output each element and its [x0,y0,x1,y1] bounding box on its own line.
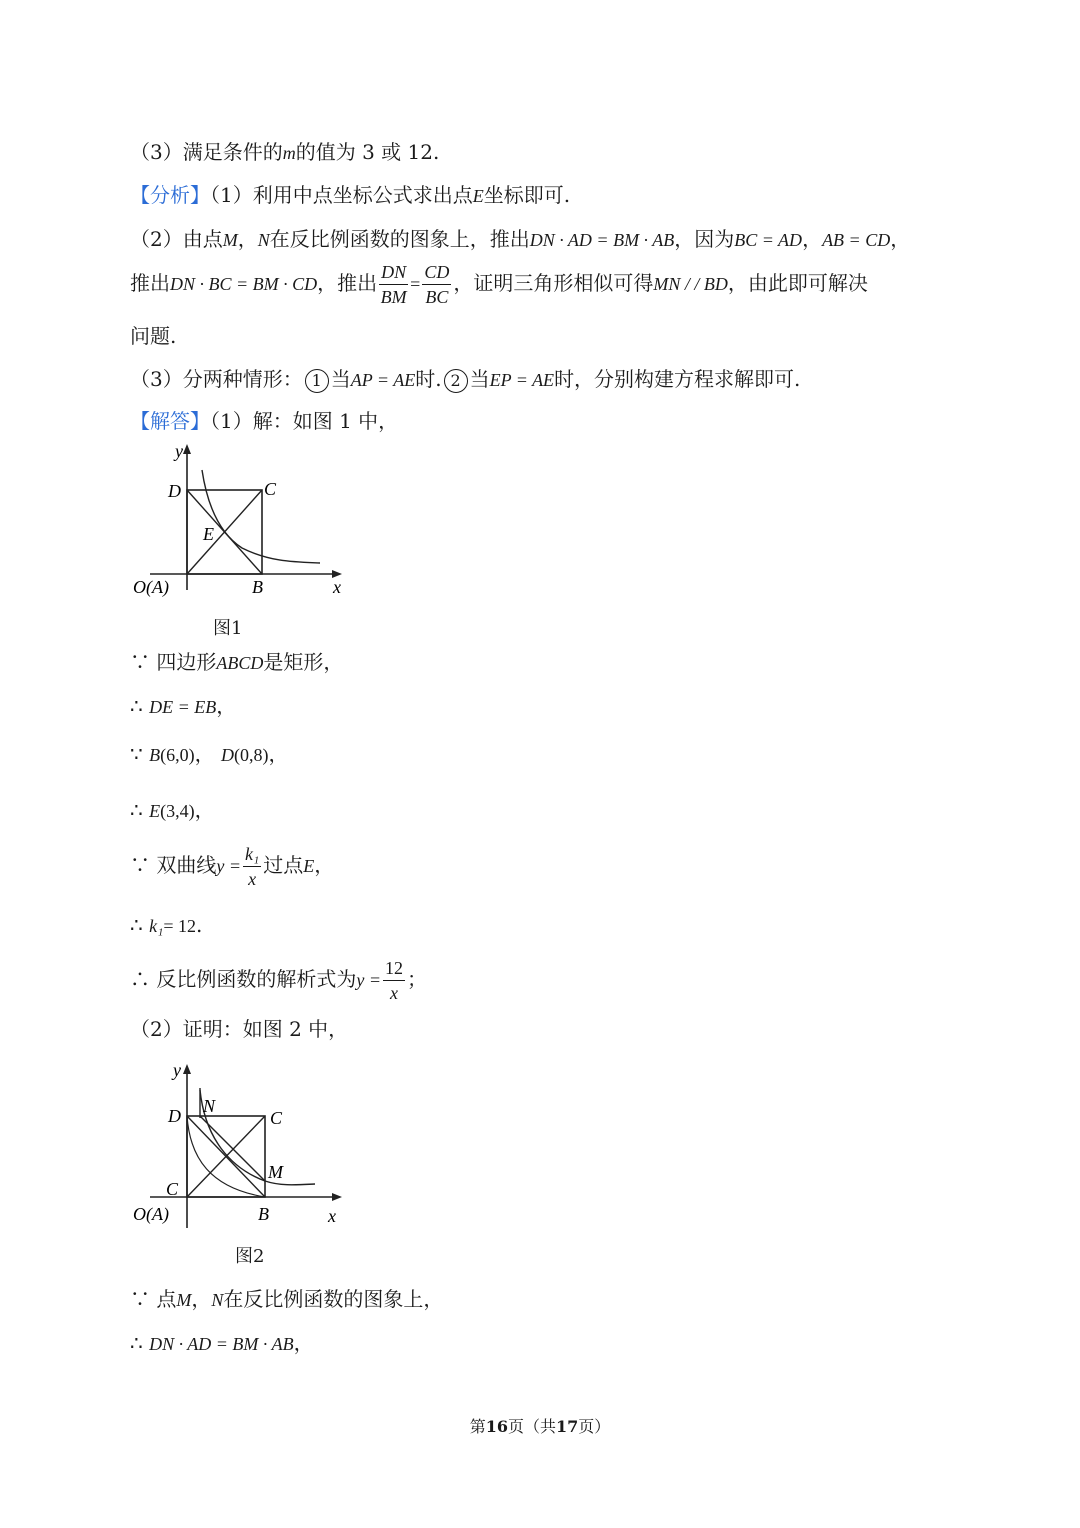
fig2-label-N: N [203,1096,216,1116]
fraction-cd-bc: $\frac{CD}{BC}$ [424,262,450,307]
fig1-label-D: D [168,481,181,501]
solution-step-de-eb: ∴ DE = EB， [130,694,237,718]
fig1-label-O: O(A) [133,577,169,597]
analysis-part2-line3: 问题. [130,324,177,348]
fraction-12-x: $\frac{12}{x}$ [385,958,403,1003]
figure-1-diagram [130,440,350,600]
analysis-part2-line2: 推出DN · BC = BM · CD，推出 $\frac{DN}{BM}$ = $\frac{CD}{BC}$ ，证明三角形相似可得MN / / BD，由此即可解决 [130,262,868,307]
analysis-part3: （3）分两种情形： 1 当AP = AE时. 2 当EP = AE时，分别构建方程求解即可. [130,367,801,391]
analysis-part1: 【分析】（1）利用中点坐标公式求出点E坐标即可. [130,183,571,207]
solution-tag: 【解答】 [130,409,210,433]
analysis-tag: 【分析】 [130,183,210,207]
fig1-label-B: B [252,577,263,597]
fraction-k1-x: $\frac{\text{k₁}}{x}$ [245,844,260,889]
fig2-label-O: O(A) [133,1204,169,1224]
solution-part1-intro: 【解答】（1）解：如图 1 中， [130,409,399,433]
fig2-label-B: B [258,1204,269,1224]
solution-step-points-mn: ∵ 点M，N在反比例函数的图象上， [130,1287,444,1311]
page-number: 16 [485,1417,508,1436]
solution-part2-intro: （2）证明：如图 2 中， [130,1017,349,1041]
fig2-label-M: M [268,1162,283,1182]
analysis-part2-line1: （2）由点M，N在反比例函数的图象上，推出DN · AD = BM · AB，因为BC = AD，AB = CD， [130,227,911,251]
total-pages: 17 [556,1417,579,1436]
fig1-label-E: E [203,524,214,544]
figure-1-caption: 图1 [213,618,243,639]
circled-number-2: 2 [444,369,468,393]
fig2-label-x: x [328,1206,336,1226]
fig2-label-C2: C [166,1179,179,1199]
solution-step-rectangle: ∵ 四边形ABCD是矩形， [130,650,344,674]
figure-2-diagram [130,1058,350,1228]
figure-2-caption: 图2 [235,1246,265,1267]
fig1-label-x: x [333,577,341,597]
solution-step-hyperbola: ∵ 双曲线y = $\frac{\text{k₁}}{x}$ 过点E， [130,844,335,889]
fig1-label-y: y [175,441,183,461]
solution-step-product: ∴ DN · AD = BM · AB， [130,1331,314,1355]
page-footer: 第16页（共17页） [469,1417,611,1436]
solution-step-k1: ∴ k₁= 12. [130,913,203,937]
fig2-label-D: D [168,1106,181,1126]
fig1-label-C: C [264,479,277,499]
answer-part3-result: （3）满足条件的m的值为 3 或 12. [130,140,440,164]
circled-number-1: 1 [305,369,329,393]
fig2-label-C: C [270,1108,283,1128]
solution-step-points-bd: ∵ B(6,0)， D(0,8)， [130,742,289,766]
solution-step-function: ∴ 反比例函数的解析式为y = $\frac{12}{x}$ ； [130,958,427,1003]
fig2-label-y: y [173,1060,181,1080]
solution-step-point-e: ∴ E(3,4)， [130,798,215,822]
fraction-dn-bm: $\frac{DN}{BM}$ [380,262,407,307]
